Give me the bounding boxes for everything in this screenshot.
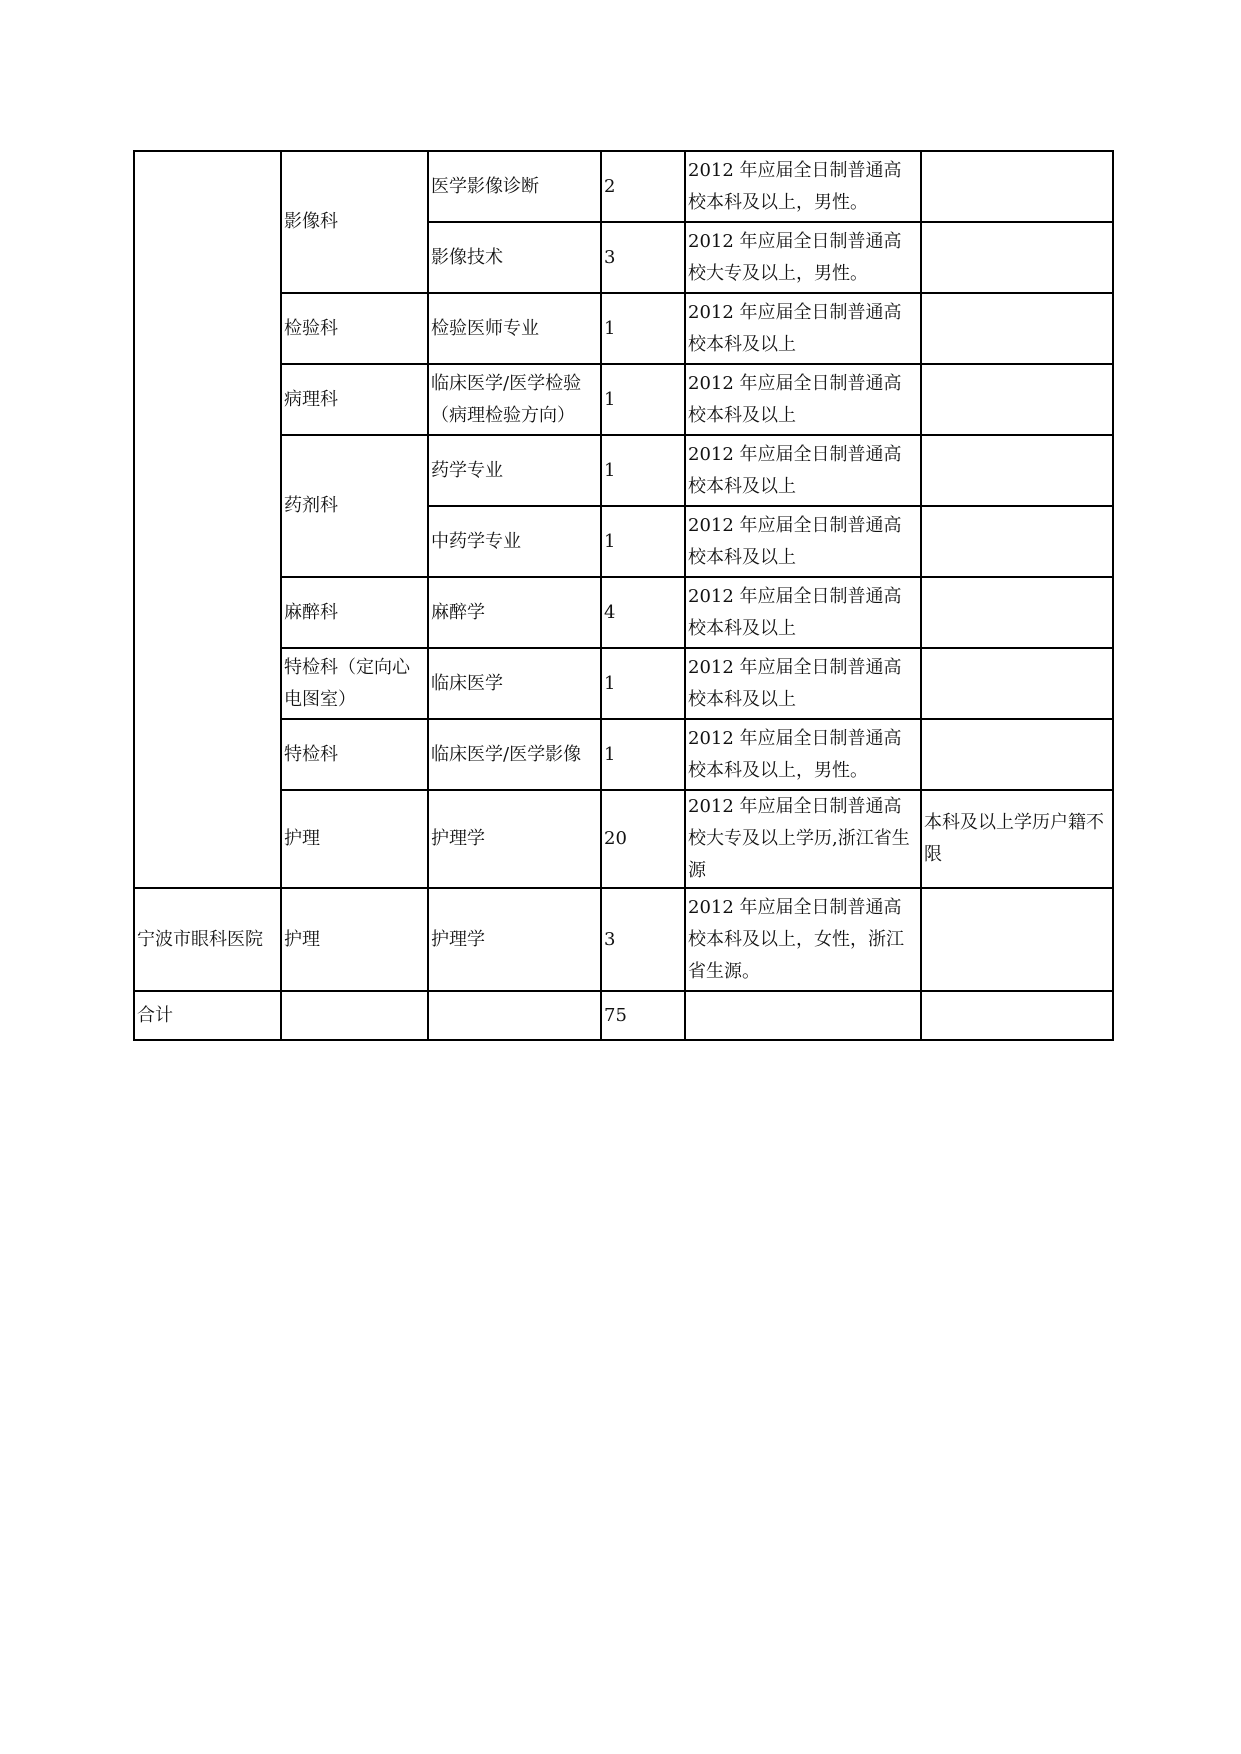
count-cell: 2 [601, 151, 685, 222]
requirement-cell: 2012 年应届全日制普通高校大专及以上学历,浙江省生源 [685, 790, 921, 888]
note-cell [921, 991, 1113, 1040]
dept-cell: 特检科 [281, 719, 428, 790]
note-cell [921, 648, 1113, 719]
major-cell: 医学影像诊断 [428, 151, 601, 222]
major-cell: 麻醉学 [428, 577, 601, 648]
major-cell: 临床医学/医学检验（病理检验方向） [428, 364, 601, 435]
dept-cell: 特检科（定向心电图室） [281, 648, 428, 719]
requirement-cell: 2012 年应届全日制普通高校本科及以上 [685, 577, 921, 648]
requirement-cell: 2012 年应届全日制普通高校本科及以上，女性，浙江省生源。 [685, 888, 921, 991]
major-cell: 影像技术 [428, 222, 601, 293]
count-cell: 1 [601, 435, 685, 506]
count-cell: 3 [601, 222, 685, 293]
table-row [134, 888, 1113, 991]
dept-cell: 影像科 [281, 151, 428, 293]
dept-cell: 麻醉科 [281, 577, 428, 648]
recruitment-table [133, 150, 1114, 1041]
requirement-cell: 2012 年应届全日制普通高校本科及以上 [685, 435, 921, 506]
dept-cell: 检验科 [281, 293, 428, 364]
table-row [134, 435, 1113, 506]
major-cell: 临床医学/医学影像 [428, 719, 601, 790]
table-row [134, 719, 1113, 790]
count-cell: 1 [601, 719, 685, 790]
table-row [134, 790, 1113, 888]
org-cell: 宁波市眼科医院 [134, 888, 281, 991]
note-cell [921, 364, 1113, 435]
requirement-cell: 2012 年应届全日制普通高校本科及以上 [685, 506, 921, 577]
table-row [134, 151, 1113, 222]
major-cell: 中药学专业 [428, 506, 601, 577]
dept-cell [281, 991, 428, 1040]
dept-cell: 护理 [281, 790, 428, 888]
note-cell [921, 888, 1113, 991]
note-cell [921, 151, 1113, 222]
table-row [134, 364, 1113, 435]
requirement-cell: 2012 年应届全日制普通高校本科及以上 [685, 293, 921, 364]
major-cell: 药学专业 [428, 435, 601, 506]
major-cell: 临床医学 [428, 648, 601, 719]
note-cell [921, 435, 1113, 506]
note-cell: 本科及以上学历户籍不限 [921, 790, 1113, 888]
count-cell: 20 [601, 790, 685, 888]
requirement-cell: 2012 年应届全日制普通高校本科及以上 [685, 364, 921, 435]
dept-cell: 病理科 [281, 364, 428, 435]
dept-cell: 护理 [281, 888, 428, 991]
requirement-cell: 2012 年应届全日制普通高校本科及以上，男性。 [685, 151, 921, 222]
org-cell [134, 151, 281, 888]
total-count: 75 [601, 991, 685, 1040]
count-cell: 4 [601, 577, 685, 648]
major-cell: 护理学 [428, 790, 601, 888]
requirement-cell: 2012 年应届全日制普通高校本科及以上，男性。 [685, 719, 921, 790]
total-row [134, 991, 1113, 1040]
major-cell: 检验医师专业 [428, 293, 601, 364]
major-cell [428, 991, 601, 1040]
note-cell [921, 577, 1113, 648]
note-cell [921, 719, 1113, 790]
table-row [134, 648, 1113, 719]
count-cell: 3 [601, 888, 685, 991]
requirement-cell: 2012 年应届全日制普通高校本科及以上 [685, 648, 921, 719]
note-cell [921, 293, 1113, 364]
major-cell: 护理学 [428, 888, 601, 991]
count-cell: 1 [601, 506, 685, 577]
requirement-cell: 2012 年应届全日制普通高校大专及以上，男性。 [685, 222, 921, 293]
table-row [134, 293, 1113, 364]
note-cell [921, 506, 1113, 577]
note-cell [921, 222, 1113, 293]
dept-cell: 药剂科 [281, 435, 428, 577]
count-cell: 1 [601, 293, 685, 364]
count-cell: 1 [601, 364, 685, 435]
count-cell: 1 [601, 648, 685, 719]
document-page [133, 150, 1114, 1041]
total-label: 合计 [134, 991, 281, 1040]
table-row [134, 577, 1113, 648]
requirement-cell [685, 991, 921, 1040]
